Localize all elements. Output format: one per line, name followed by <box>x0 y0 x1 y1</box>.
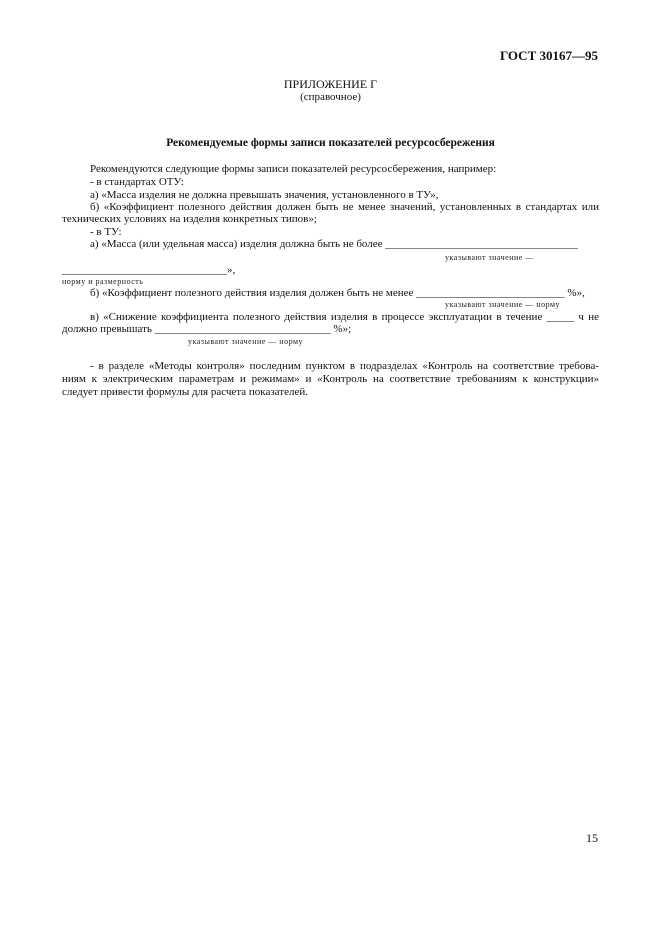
intro-text: Рекомендуются следующие формы записи показателей ресурсосбережения, например: <box>90 163 497 175</box>
tu-item-b: б) «Коэффициент полезного действия изделия должен быть не менее ___________________________ %», <box>90 287 585 299</box>
methods-line3: следует привести формулы для расчета показателей. <box>62 386 308 398</box>
tu-item-a-hint: указывают значение — <box>445 253 534 262</box>
tu-label: - в ТУ: <box>90 226 122 238</box>
otu-item-b-line2: технических условиях на изделия конкретных типов»; <box>62 213 317 225</box>
otu-item-a: а) «Масса изделия не должна превышать значения, установленного в ТУ», <box>90 189 439 201</box>
appendix-name: ПРИЛОЖЕНИЕ Г <box>283 77 378 91</box>
tu-item-v-line1: в) «Снижение коэффициента полезного действия изделия в процессе эксплуатации в течение _____ ч не <box>90 311 599 323</box>
section-title: Рекомендуемые формы записи показателей ресурсосбережения <box>166 137 495 149</box>
tu-item-a-hint2: норму и размерность <box>62 277 144 286</box>
appendix-type: (справочное) <box>300 91 361 103</box>
tu-item-a-continuation: ______________________________», <box>62 264 236 276</box>
otu-item-b-line1: б) «Коэффициент полезного действия должен быть не менее значений, установленных в стандартах или <box>90 201 599 213</box>
tu-item-v-hint: указывают значение — норму <box>188 337 304 346</box>
tu-item-a: а) «Масса (или удельная масса) изделия должна быть не более ___________________________________ <box>90 238 578 250</box>
page-number: 15 <box>586 831 598 845</box>
standard-code: ГОСТ 30167—95 <box>499 48 598 63</box>
methods-line2: ниям к электрическим параметрам и режимам» и «Контроль на соответствие требованиям к конструкции» <box>62 373 599 385</box>
tu-item-v-line2: должно превышать ________________________________ %»; <box>62 323 352 335</box>
methods-line1: - в разделе «Методы контроля» последним пунктом в подразделах «Контроль на соответствие требова- <box>90 360 599 372</box>
tu-item-b-hint: указывают значение — норму <box>445 300 561 309</box>
otu-label: - в стандартах ОТУ: <box>90 176 184 188</box>
